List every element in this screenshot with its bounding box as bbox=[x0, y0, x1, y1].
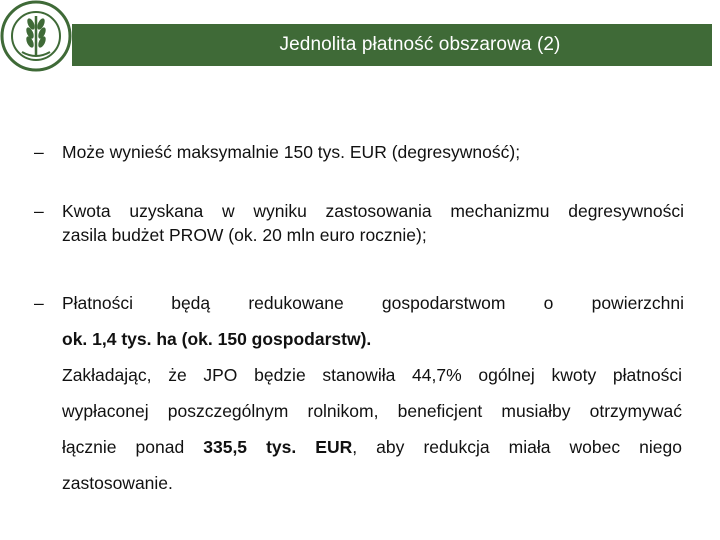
paragraph-line: Zakładając, że JPO będzie stanowiła 44,7% ogólnej kwoty płatności bbox=[62, 365, 682, 385]
bullet-dash: – bbox=[34, 293, 44, 313]
bullet-text-line: zasila budżet PROW (ok. 20 mln euro rocznie); bbox=[62, 225, 427, 245]
paragraph-bold-amount: 335,5 tys. EUR bbox=[203, 437, 353, 457]
bullet-dash: – bbox=[34, 142, 44, 162]
paragraph-text: łącznie ponad bbox=[62, 437, 204, 457]
bullet-text-line: Kwota uzyskana w wyniku zastosowania mechanizmu degresywności bbox=[62, 201, 684, 221]
ministry-logo bbox=[0, 0, 72, 72]
paragraph-line bbox=[62, 437, 682, 473]
paragraph-line: zastosowanie. bbox=[62, 473, 173, 493]
paragraph-text: , aby redukcja miała wobec niego bbox=[352, 437, 682, 457]
page-title: Jednolita płatność obszarowa (2) bbox=[279, 34, 561, 55]
paragraph-line bbox=[62, 329, 682, 365]
body-paragraph bbox=[62, 329, 682, 509]
bullet-text: Płatności będą redukowane gospodarstwom o powierzchni bbox=[62, 293, 684, 313]
ministry-wheat-seal-icon bbox=[0, 0, 72, 72]
paragraph-bold-text: ok. 1,4 tys. ha (ok. 150 gospodarstw). bbox=[62, 329, 372, 349]
bullet-text: Może wynieść maksymalnie 150 tys. EUR (degresywność); bbox=[62, 142, 521, 162]
title-bar bbox=[72, 24, 712, 66]
paragraph-line: wypłaconej poszczególnym rolnikom, beneficjent musiałby otrzymywać bbox=[62, 401, 682, 421]
bullet-dash: – bbox=[34, 201, 44, 221]
